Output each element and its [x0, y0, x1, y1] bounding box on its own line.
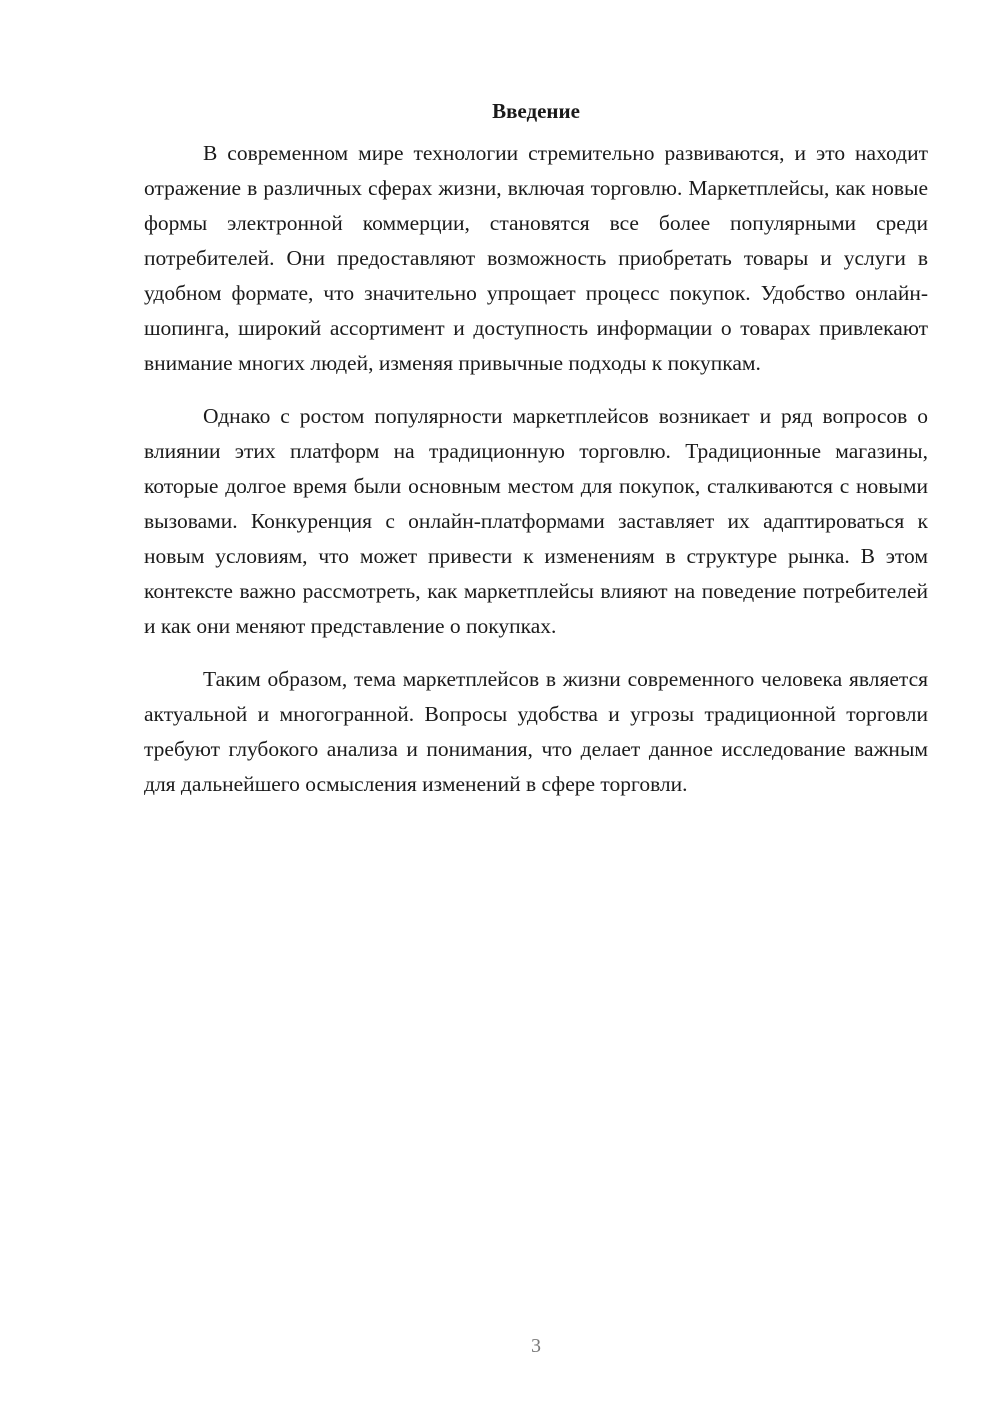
paragraph-1: В современном мире технологии стремительно развиваются, и это находит отражение в различных сферах жизни, включая торговлю. Маркетплейсы, как новые формы электронной коммерции, становятся все более популярными среди потребителей. Они предоставляют возможность приобретать товары и услуги в удобном формате, что значительно упрощает процесс покупок. Удобство онлайн-шопинга, широкий ассортимент и доступность информации о товарах привлекают внимание многих людей, изменяя привычные подходы к покупкам.: [144, 141, 928, 375]
section-title: Введение: [492, 99, 580, 123]
paragraph-3: Таким образом, тема маркетплейсов в жизни современного человека является актуальной и многогранной. Вопросы удобства и угрозы традиционной торговли требуют глубокого анализа и понимания, что делает данное исследование важным для дальнейшего осмысления изменений в сфере торговли.: [144, 667, 928, 796]
paragraph-2: Однако с ростом популярности маркетплейсов возникает и ряд вопросов о влиянии этих платформ на традиционную торговлю. Традиционные магазины, которые долгое время были основным местом для покупок, сталкиваются с новыми вызовами. Конкуренция с онлайн-платформами заставляет их адаптироваться к новым условиям, что может привести к изменениям в структуре рынка. В этом контексте важно рассмотреть, как маркетплейсы влияют на поведение потребителей и как они меняют представление о покупках.: [144, 404, 928, 638]
page-content: [144, 96, 928, 820]
page-number: 3: [531, 1335, 541, 1357]
